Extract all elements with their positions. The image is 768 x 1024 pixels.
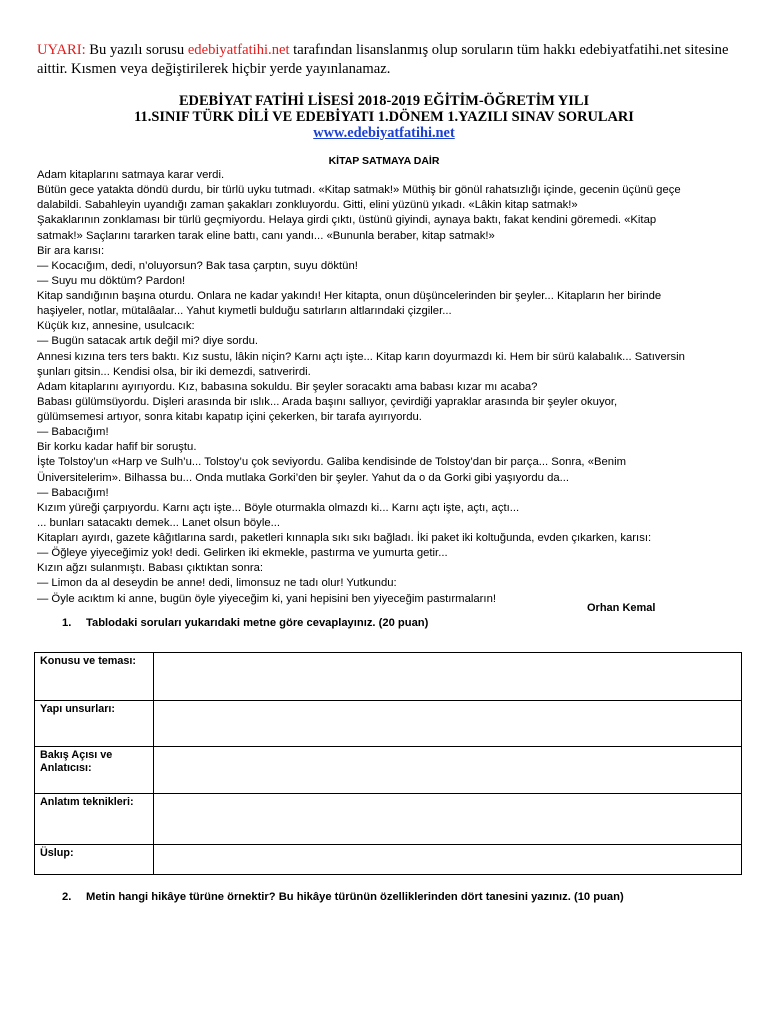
warning-text: tarafından lisanslanmış olup soruların tüm hakkı edebiyatfatihi.net sitesine aittir. Kısmen veya değiştirilerek hiçbir yerde yayınlanamaz. bbox=[37, 42, 729, 77]
story-line: ... bunları satacaktı demek... Lanet olsun böyle... bbox=[37, 516, 281, 529]
table-row bbox=[35, 701, 742, 747]
question-2 bbox=[62, 890, 624, 904]
table-row bbox=[35, 747, 742, 794]
story-line: haşiyeler, notlar, mütalâalar... Yahut kıymetli bulduğu satırların altlarındaki çizgiler... bbox=[37, 305, 452, 318]
row-label-techniques: Anlatım teknikleri: bbox=[35, 794, 154, 845]
question-2-text: Metin hangi hikâye türüne örnektir? Bu hikâye türünün özelliklerinden dört tanesini yazınız. (10 puan) bbox=[86, 891, 624, 903]
school-title: EDEBİYAT FATİHİ LİSESİ 2018-2019 EĞİTİM-ÖĞRETİM YILI bbox=[178, 93, 590, 109]
story-line: — Babacığım! bbox=[37, 486, 109, 499]
story-line: Babası gülümsüyordu. Dişleri arasında bir ıslık... Arada başını sallıyor, çevirdiği yapraklar arasında bir şeyler okuyor, bbox=[37, 395, 618, 408]
story-line: Adam kitaplarını ayırıyordu. Kız, babasına sokuldu. Bir şeyler soracaktı ama babası kızar mı acaba? bbox=[37, 380, 538, 393]
exam-title: 11.SINIF TÜRK DİLİ VE EDEBİYATI 1.DÖNEM 1.YAZILI SINAV SORULARI bbox=[134, 109, 634, 125]
answer-cell-point-of-view[interactable] bbox=[154, 747, 742, 794]
copyright-warning bbox=[37, 41, 737, 79]
story-line: — Öyle acıktım ki anne, bugün öyle yiyeceğim ki, yani hepisini ben yiyeceğim pastırmaların! bbox=[37, 592, 496, 605]
story-title: KİTAP SATMAYA DAİR bbox=[328, 155, 440, 167]
story-line: Kitap sandığının başına oturdu. Onlara ne kadar yakındı! Her kitapta, onun düşüncelerinden bir şeyler... Kitapların her birinde bbox=[37, 290, 662, 302]
table-row bbox=[35, 794, 742, 845]
story-line: — Öğleye yiyeceğimiz yok! dedi. Gelirken iki ekmekle, pastırma ve yumurta getir... bbox=[37, 547, 448, 560]
story-author: Orhan Kemal bbox=[587, 602, 656, 614]
story-line: — Suyu mu döktüm? Pardon! bbox=[37, 274, 186, 287]
story-line: Annesi kızına ters ters baktı. Kız sustu, lâkin niçin? Karnı açtı işte... Kitap karın doyurmazdı ki. Hem bir sürü kalabalık... Satıversin bbox=[37, 350, 685, 363]
row-label-topic: Konusu ve teması: bbox=[35, 653, 154, 701]
story-line: gülümsemesi artıyor, sonra kitabı kapatıp içini çekerken, bir tarafa ayırıyordu. bbox=[37, 411, 422, 423]
story-line: Kitapları ayırdı, gazete kâğıtlarına sardı, paketleri kınnapla sıkı sıkı bağladı. İki paket iki koltuğunda, evden çıkarken, karısı: bbox=[37, 532, 652, 544]
row-label-structure: Yapı unsurları: bbox=[35, 701, 154, 747]
story-line: — Limon da al deseydin be anne! dedi, limonsuz ne tadı olur! Yutkundu: bbox=[37, 577, 397, 590]
exam-header bbox=[0, 93, 768, 141]
answer-cell-techniques[interactable] bbox=[154, 794, 742, 845]
answer-table bbox=[34, 652, 742, 875]
warning-site-link[interactable]: edebiyatfatihi.net bbox=[187, 42, 290, 58]
story-line: Bütün gece yatakta döndü durdu, bir türlü uyku tutmadı. «Kitap satmak!» Müthiş bir gönül rahatsızlığı içinde, gecenin üçünü geçe bbox=[37, 184, 681, 197]
story-line: İşte Tolstoy’un «Harp ve Sulh’u... Tolstoy’u çok seviyordu. Galiba kendisinde de Tolstoy’dan bir parça... Sonra, «Benim bbox=[37, 456, 627, 469]
story-line: Bir ara karısı: bbox=[37, 244, 105, 257]
story-line: — Babacığım! bbox=[37, 426, 109, 439]
table-row bbox=[35, 845, 742, 875]
question-1-text: Tablodaki soruları yukarıdaki metne göre cevaplayınız. (20 puan) bbox=[86, 617, 429, 629]
story-line: Küçük kız, annesine, usulcacık: bbox=[37, 320, 195, 333]
answer-cell-structure[interactable] bbox=[154, 701, 742, 747]
story-line: şunları gitsin... Kendisi olsa, bir iki demezdi, satıverirdi. bbox=[37, 365, 311, 378]
story-line: Şakaklarının zonklaması bir türlü geçmiyordu. Helaya girdi çıktı, üstünü giyindi, aynaya baktı, fakat kendini göremedi. «Kitap bbox=[37, 214, 657, 227]
row-label-point-of-view: Bakış Açısı ve Anlatıcısı: bbox=[35, 747, 154, 794]
warning-label: UYARI: bbox=[37, 42, 86, 58]
answer-cell-style[interactable] bbox=[154, 845, 742, 875]
answer-cell-topic[interactable] bbox=[154, 653, 742, 701]
row-label-style: Üslup: bbox=[35, 845, 154, 875]
story-line: Kızın ağzı sulanmıştı. Babası çıktıktan sonra: bbox=[37, 562, 264, 575]
story-line: Bir korku kadar hafif bir soruştu. bbox=[37, 441, 197, 454]
table-row bbox=[35, 653, 742, 701]
question-1-number: 1. bbox=[62, 617, 72, 629]
story-line: — Bugün satacak artık değil mi? diye sordu. bbox=[37, 335, 259, 348]
question-2-number: 2. bbox=[62, 891, 72, 903]
story-line: — Kocacığım, dedi, n’oluyorsun? Bak tasa çarptın, suyu döktün! bbox=[37, 259, 358, 272]
story-line: Adam kitaplarını satmaya karar verdi. bbox=[37, 169, 225, 181]
story-line: dalabildi. Sabahleyin uyandığı zaman şakakları zonkluyordu. Gitti, elini yüzünü yıkadı. «Lâkin kitap satmak!» bbox=[37, 199, 578, 212]
warning-pre-link: Bu yazılı sorusu bbox=[85, 42, 188, 58]
story-body bbox=[37, 168, 737, 607]
story-line: satmak!» Saçlarını tararken tarak eline battı, canı yandı... «Bununla beraber, kitap satmak!» bbox=[37, 229, 495, 242]
website-link[interactable]: www.edebiyatfatihi.net bbox=[313, 125, 455, 141]
question-1 bbox=[62, 616, 428, 630]
story-line: Kızım yüreği çarpıyordu. Karnı açtı işte... Böyle oturmakla olmazdı ki... Karnı açtı işte, açtı, açtı... bbox=[37, 501, 520, 514]
story-line: Üniversitelerim». Bilhassa bu... Onda mutlaka Gorki’den bir şeyler. Yahut da o da Gorki gibi yaşıyordu da... bbox=[37, 471, 570, 484]
